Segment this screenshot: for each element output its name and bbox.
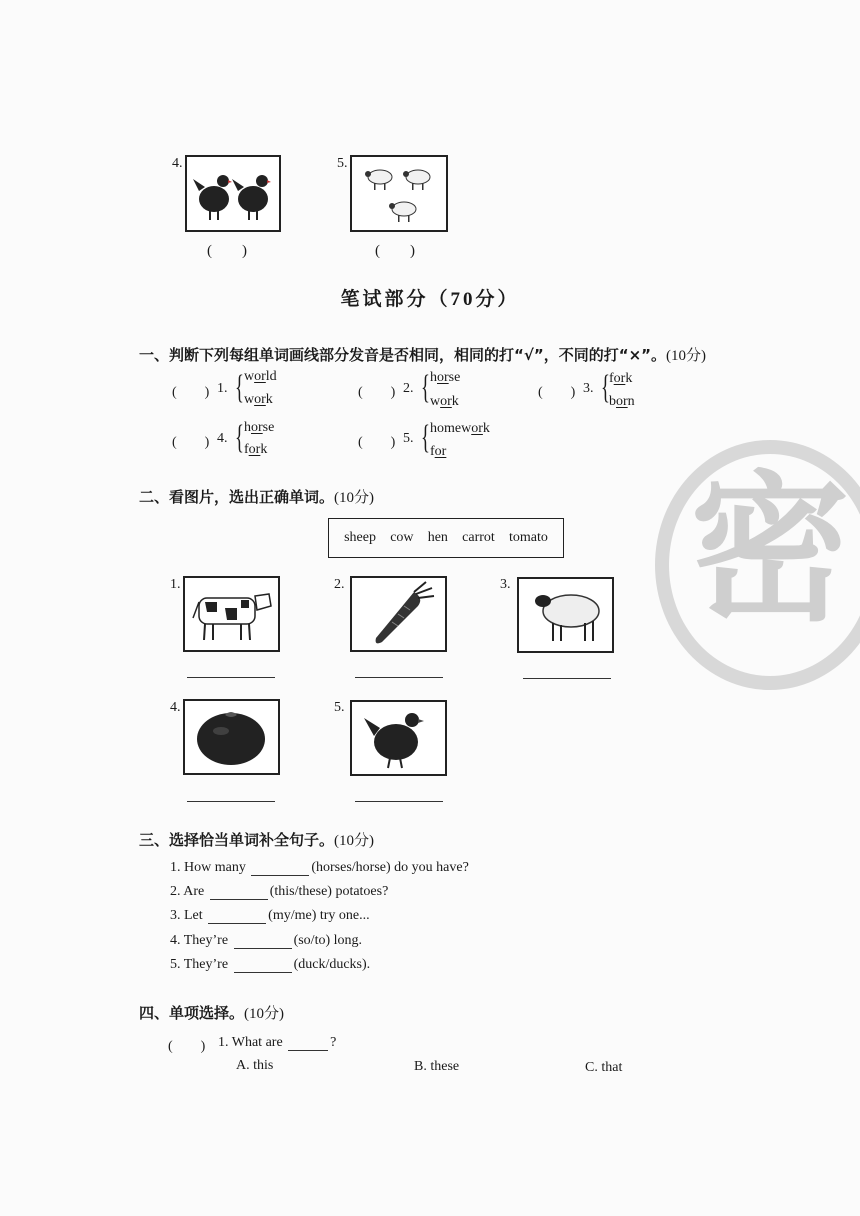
s1-item-2-brace: { bbox=[421, 369, 430, 406]
s1-item-5-paren: ( ) bbox=[358, 435, 396, 450]
picture-3 bbox=[517, 577, 614, 653]
s1-item-5-word-1: homework bbox=[430, 421, 490, 436]
picture-5 bbox=[350, 700, 447, 776]
word-bank-item: sheep bbox=[344, 530, 376, 545]
section-4-instruction: 四、单项选择。 bbox=[139, 1004, 245, 1022]
s1-item-4-brace: { bbox=[235, 419, 244, 456]
s3-sentence-2: 2. Are (this/these) potatoes? bbox=[170, 884, 389, 899]
hen-icon bbox=[187, 157, 279, 230]
s1-item-5-number: 5. bbox=[403, 431, 414, 446]
listen-item-4-answer: ( ) bbox=[207, 243, 247, 259]
listen-item-4-picture bbox=[185, 155, 281, 232]
section-2-heading bbox=[139, 486, 374, 507]
s1-item-1-word-1: world bbox=[244, 369, 277, 384]
word-bank-item: cow bbox=[390, 530, 414, 545]
s1-item-4-word-1: horse bbox=[244, 420, 275, 435]
hen-icon bbox=[352, 702, 445, 774]
section-4-points: (10分) bbox=[244, 1006, 285, 1022]
section-1-heading bbox=[139, 344, 706, 365]
s4-q1-option-b[interactable]: B. these bbox=[414, 1059, 460, 1074]
word-bank bbox=[328, 518, 564, 558]
picture-4 bbox=[183, 699, 280, 775]
answer-line-4[interactable] bbox=[187, 801, 275, 802]
s4-q1-option-a[interactable]: A. this bbox=[236, 1058, 274, 1073]
s1-item-2-number: 2. bbox=[403, 381, 414, 396]
tomato-icon bbox=[185, 701, 278, 773]
stamp-character: 密 bbox=[690, 456, 851, 643]
carrot-icon bbox=[352, 578, 445, 650]
section-1-instruction: 一、判断下列每组单词画线部分发音是否相同，相同的打“√”，不同的打“×”。 bbox=[139, 346, 667, 364]
sheep-icon bbox=[519, 579, 612, 651]
listen-item-5-answer: ( ) bbox=[375, 243, 415, 259]
s1-item-3-word-1: fork bbox=[609, 371, 633, 386]
s1-item-3-word-2: born bbox=[609, 394, 635, 409]
s1-item-2-word-2: work bbox=[430, 394, 459, 409]
s1-item-2-paren: ( ) bbox=[358, 385, 396, 400]
fill-blank[interactable] bbox=[234, 934, 292, 949]
cow-icon bbox=[185, 578, 278, 650]
picture-2-number: 2. bbox=[334, 577, 345, 592]
fill-blank[interactable] bbox=[234, 958, 292, 973]
section-2-instruction: 二、看图片，选出正确单词。 bbox=[139, 488, 335, 506]
s3-sentence-4: 4. They’re (so/to) long. bbox=[170, 933, 363, 948]
picture-3-number: 3. bbox=[500, 577, 511, 592]
s4-q1-paren[interactable]: ( ) bbox=[168, 1039, 206, 1054]
s1-item-4-paren: ( ) bbox=[172, 435, 210, 450]
listen-item-5-number: 5. bbox=[337, 156, 348, 171]
s1-item-4-word-2: fork bbox=[244, 442, 268, 457]
s1-item-1-word-2: work bbox=[244, 392, 273, 407]
s1-item-5-word-2: for bbox=[430, 444, 447, 459]
section-3-instruction: 三、选择恰当单词补全句子。 bbox=[139, 831, 335, 849]
word-bank-item: hen bbox=[427, 530, 448, 545]
picture-1 bbox=[183, 576, 280, 652]
word-bank-item: tomato bbox=[509, 530, 548, 545]
s1-item-4-number: 4. bbox=[217, 431, 228, 446]
s3-sentence-3: 3. Let (my/me) try one... bbox=[170, 908, 370, 923]
s3-sentence-1: 1. How many (horses/horse) do you have? bbox=[170, 860, 469, 875]
s1-item-1-number: 1. bbox=[217, 381, 228, 396]
picture-5-number: 5. bbox=[334, 700, 345, 715]
picture-2 bbox=[350, 576, 447, 652]
section-3-points: (10分) bbox=[334, 833, 375, 849]
section-2-points: (10分) bbox=[334, 490, 375, 506]
listen-item-4-number: 4. bbox=[172, 156, 183, 171]
answer-line-2[interactable] bbox=[355, 677, 443, 678]
fill-blank[interactable] bbox=[210, 885, 268, 900]
picture-4-number: 4. bbox=[170, 700, 181, 715]
answer-line-5[interactable] bbox=[355, 801, 443, 802]
s4-q1-option-c[interactable]: C. that bbox=[585, 1060, 623, 1075]
s3-sentence-5: 5. They’re (duck/ducks). bbox=[170, 957, 371, 972]
s1-item-3-number: 3. bbox=[583, 381, 594, 396]
answer-line-3[interactable] bbox=[523, 678, 611, 679]
sheep-icon bbox=[352, 157, 446, 230]
fill-blank[interactable] bbox=[208, 909, 266, 924]
written-part-title: 笔试部分（70分） bbox=[340, 289, 520, 310]
section-3-heading bbox=[139, 829, 374, 850]
fill-blank[interactable] bbox=[251, 861, 309, 876]
word-bank-item: carrot bbox=[462, 530, 495, 545]
s4-q1-stem: 1. What are ? bbox=[218, 1035, 337, 1050]
s1-item-3-paren: ( ) bbox=[538, 385, 576, 400]
section-4-heading bbox=[139, 1002, 284, 1023]
fill-blank[interactable] bbox=[288, 1036, 328, 1051]
s1-item-2-word-1: horse bbox=[430, 370, 461, 385]
s1-item-1-paren: ( ) bbox=[172, 385, 210, 400]
listen-item-5-picture bbox=[350, 155, 448, 232]
s1-item-3-brace: { bbox=[601, 369, 610, 406]
picture-1-number: 1. bbox=[170, 577, 181, 592]
section-1-points: (10分) bbox=[666, 348, 707, 364]
answer-line-1[interactable] bbox=[187, 677, 275, 678]
s1-item-5-brace: { bbox=[421, 419, 430, 456]
s1-item-1-brace: { bbox=[235, 369, 244, 406]
